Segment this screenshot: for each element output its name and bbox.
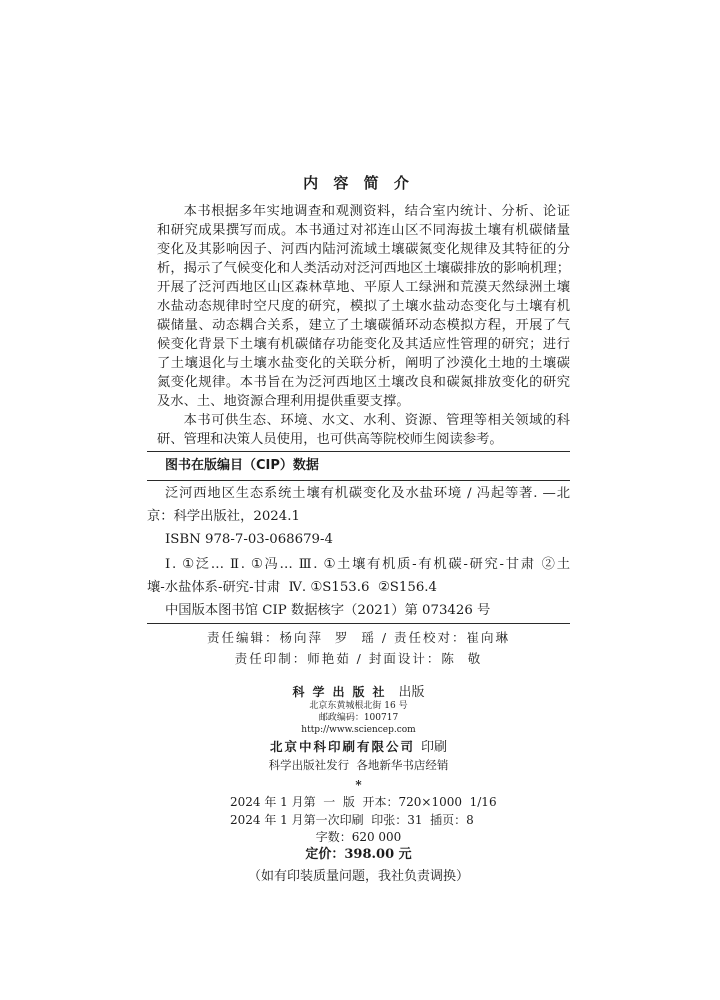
quality-notice: （如有印装质量问题，我社负责调换） — [247, 869, 469, 884]
printer-role: 印刷 — [421, 740, 448, 755]
cip-record-number: 中国版本图书馆 CIP 数据核字（2021）第 073426 号 — [165, 603, 491, 618]
intro-line: 本书可供生态、环境、水文、水利、资源、管理等相关领域的科 — [183, 413, 570, 428]
printing-line: 2024 年 1 月第一次印刷 印张：31 插页：8 — [230, 813, 474, 827]
publisher-line — [147, 681, 570, 700]
intro-title: 内 容 简 介 — [303, 174, 414, 192]
cip-heading-rule — [147, 480, 570, 481]
publisher-logo: 科学出版社 — [292, 685, 393, 699]
intro-line: 水盐动态规律时空尺度的研究，模拟了土壤水盐动态变化与土壤有机 — [157, 299, 570, 314]
cip-bottom-rule — [147, 623, 570, 624]
intro-line: 碳储量、动态耦合关系，建立了土壤碳循环动态模拟方程，开展了气 — [157, 318, 570, 333]
cip-top-rule — [147, 451, 570, 452]
intro-line: 和研究成果撰写而成。本书通过对祁连山区不同海拔土壤有机碳储量 — [157, 223, 570, 238]
separator-asterisk: * — [355, 778, 362, 792]
printer-logo: 北京中科印刷有限公司 — [269, 739, 415, 754]
intro-line: 研、管理和决策人员使用，也可供高等院校师生阅读参考。 — [157, 432, 503, 447]
intro-line: 析，揭示了气候变化和人类活动对泛河西地区土壤碳排放的影响机理； — [157, 261, 570, 276]
publisher-postcode: 邮政编码：100717 — [318, 713, 399, 723]
cip-heading: 图书在版编目（CIP）数据 — [165, 458, 319, 473]
intro-line: 变化及其影响因子、河西内陆河流域土壤碳氮变化规律及其特征的分 — [157, 242, 570, 257]
intro-line: 本书根据多年实地调查和观测资料，结合室内统计、分析、论证 — [183, 204, 570, 219]
word-count: 字数：620 000 — [315, 830, 402, 844]
intro-line: 开展了泛河西地区山区森林草地、平原人工绿洲和荒漠天然绿洲土壤 — [157, 280, 570, 295]
cip-line: 壤-水盐体系-研究-甘肃 Ⅳ. ①S153.6 ②S156.4 — [147, 580, 437, 595]
intro-line: 了土壤退化与土壤水盐变化的关联分析，阐明了沙漠化土地的土壤碳 — [157, 356, 570, 371]
cip-isbn: ISBN 978-7-03-068679-4 — [165, 532, 333, 547]
production-credits: 责任印制：师艳茹 / 封面设计：陈 敬 — [234, 651, 483, 666]
printer-line — [147, 736, 570, 755]
publisher-address: 北京东黄城根北街 16 号 — [309, 701, 408, 711]
distribution-line: 科学出版社发行 各地新华书店经销 — [268, 758, 449, 772]
intro-line: 氮变化规律。本书旨在为泛河西地区土壤改良和碳氮排放变化的研究 — [157, 375, 570, 390]
cip-line: 京：科学出版社，2024.1 — [147, 509, 300, 524]
cip-line: Ⅰ. ①泛… Ⅱ. ①冯… Ⅲ. ①土壤有机质-有机碳-研究-甘肃 ②土 — [165, 557, 570, 572]
intro-line: 及水、土、地资源合理利用提供重要支撑。 — [157, 394, 410, 409]
cip-line: 泛河西地区生态系统土壤有机碳变化及水盐环境 / 冯起等著. —北 — [165, 486, 570, 501]
price: 定价：398.00 元 — [305, 847, 412, 862]
intro-line: 候变化背景下土壤有机碳储存功能变化及其适应性管理的研究；进行 — [157, 337, 570, 352]
editor-credits: 责任编辑：杨向萍 罗 瑶 / 责任校对：崔向琳 — [206, 630, 511, 645]
edition-line: 2024 年 1 月第 一 版 开本：720×1000 1/16 — [230, 795, 497, 809]
publisher-website: http://www.sciencep.com — [301, 725, 416, 735]
publisher-role: 出版 — [398, 685, 425, 700]
